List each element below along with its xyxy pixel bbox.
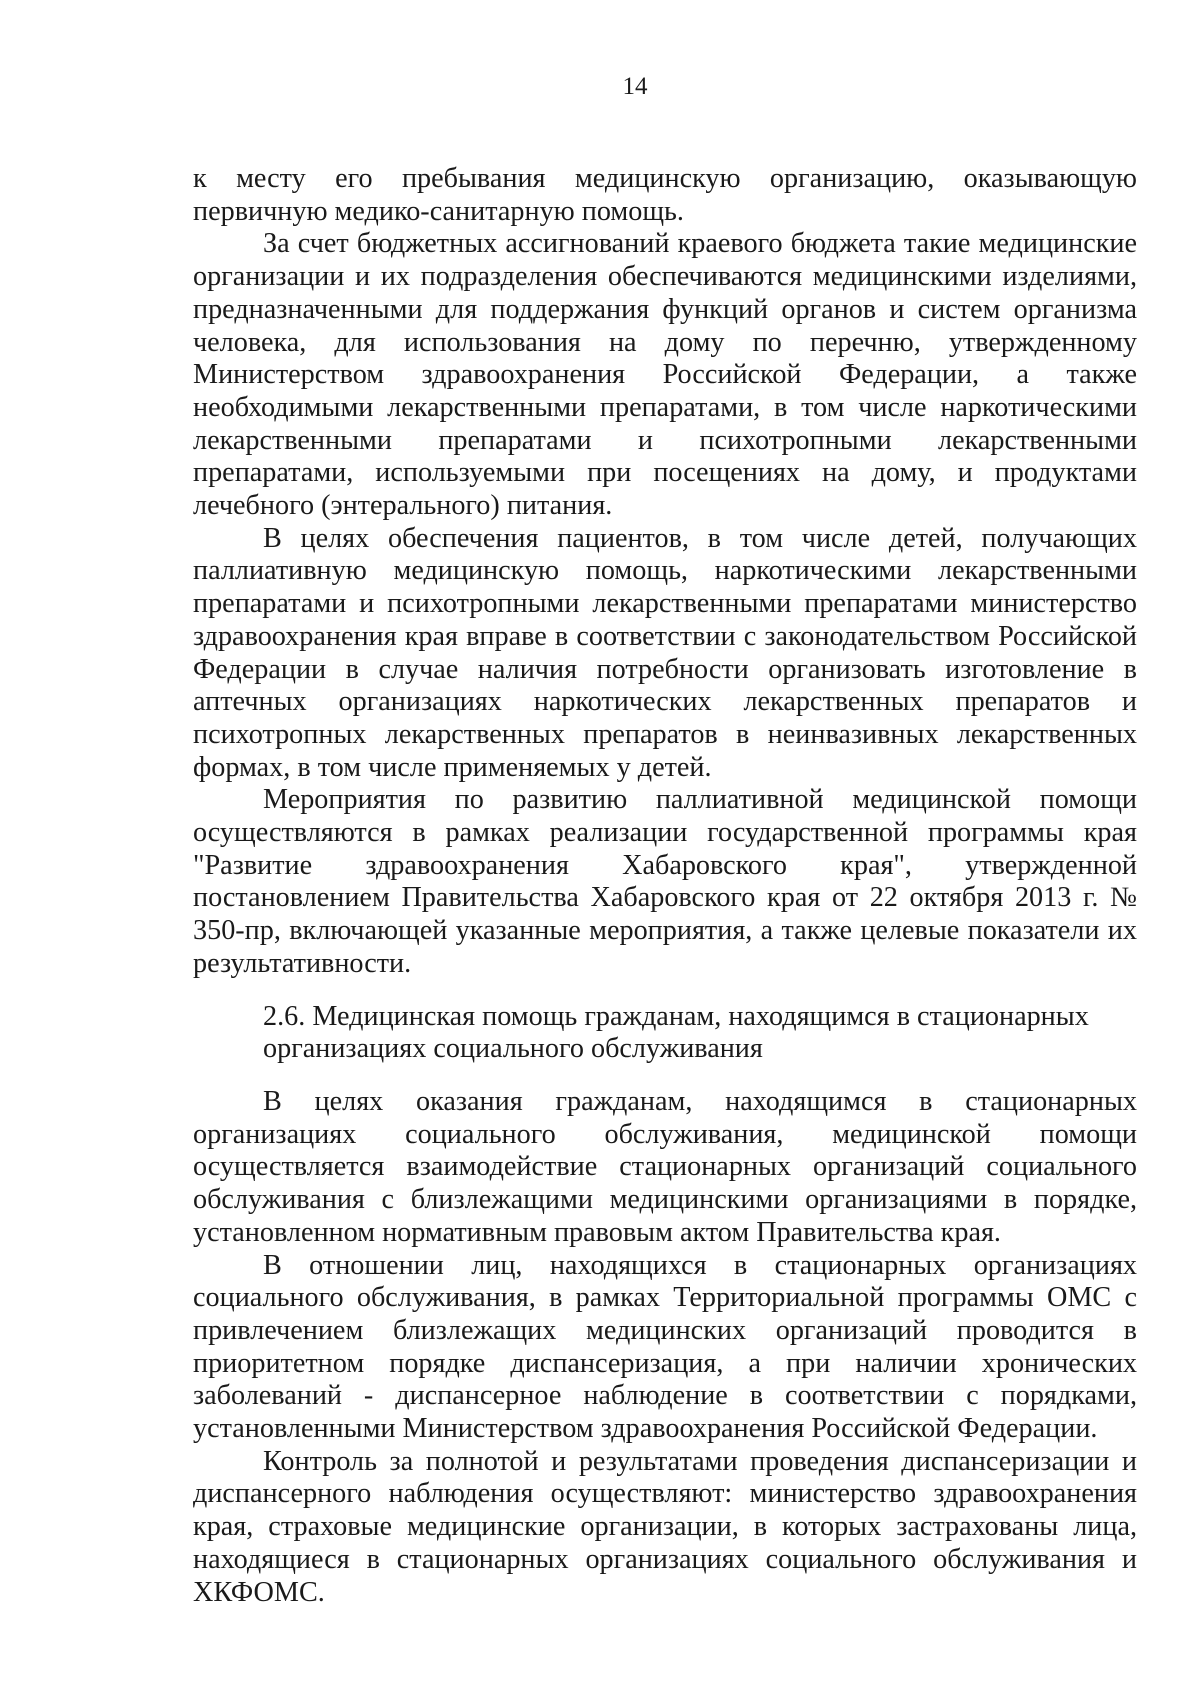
page-number: 14	[622, 73, 648, 100]
paragraph-palliative-program: Мероприятия по развитию паллиативной медицинской помощи осуществляются в рамках реализации государственной программы края "Развитие здравоохранения Хабаровского края", утвержденной постановлением Правительства Хабаровского края от 22 октября 2013 г. № 350-пр, включающей указанные мероприятия, а также целевые показатели их результативности.	[193, 784, 1137, 979]
paragraph-continuation: к месту его пребывания медицинскую организацию, оказывающую первичную медико-санитарную помощь.	[193, 163, 1137, 227]
paragraph-dispensary: В отношении лиц, находящихся в стационарных организациях социального обслуживания, в рамках Территориальной программы ОМС с привлечением близлежащих медицинских организаций проводится в приоритетном порядке диспансеризация, а при наличии хронических заболеваний - диспансерное наблюдение в соответствии с порядками, установленными Министерством здравоохранения Российской Федерации.	[193, 1249, 1137, 1445]
paragraph-palliative-drugs: В целях обеспечения пациентов, в том числе детей, получающих паллиативную медицинскую помощь, наркотическими лекарственными препаратами и психотропными лекарственными препаратами министерство здравоохранения края вправе в соответствии с законодательством Российской Федерации в случае наличия потребности организовать изготовление в аптечных организациях наркотических лекарственных препаратов и психотропных лекарственных препаратов в неинвазивных лекарственных формах, в том числе применяемых у детей.	[193, 522, 1137, 783]
paragraph-budget-funding: За счет бюджетных ассигнований краевого бюджета такие медицинские организации и их подразделения обеспечиваются медицинскими изделиями, предназначенными для поддержания функций органов и систем организма человека, для использования на дому по перечню, утвержденному Министерством здравоохранения Российской Федерации, а также необходимыми лекарственными препаратами, в том числе наркотическими лекарственными препаратами и психотропными лекарственными препаратами, используемыми при посещениях на дому, и продуктами лечебного (энтерального) питания.	[193, 228, 1137, 522]
paragraph-control: Контроль за полнотой и результатами проведения диспансеризации и диспансерного наблюдения осуществляют: министерство здравоохранения края, страховые медицинские организации, в которых застрахованы лица, находящиеся в стационарных организациях социального обслуживания и ХКФОМС.	[193, 1445, 1137, 1608]
document-body	[193, 163, 1137, 1609]
paragraph-social-care-interaction: В целях оказания гражданам, находящимся в стационарных организациях социального обслуживания, медицинской помощи осуществляется взаимодействие стационарных организаций социального обслуживания с близлежащими медицинскими организациями в порядке, установленном нормативным правовым актом Правительства края.	[193, 1085, 1137, 1248]
section-heading-2-6: 2.6. Медицинская помощь гражданам, находящимся в стационарных организациях социального обслуживания	[263, 1000, 1089, 1065]
